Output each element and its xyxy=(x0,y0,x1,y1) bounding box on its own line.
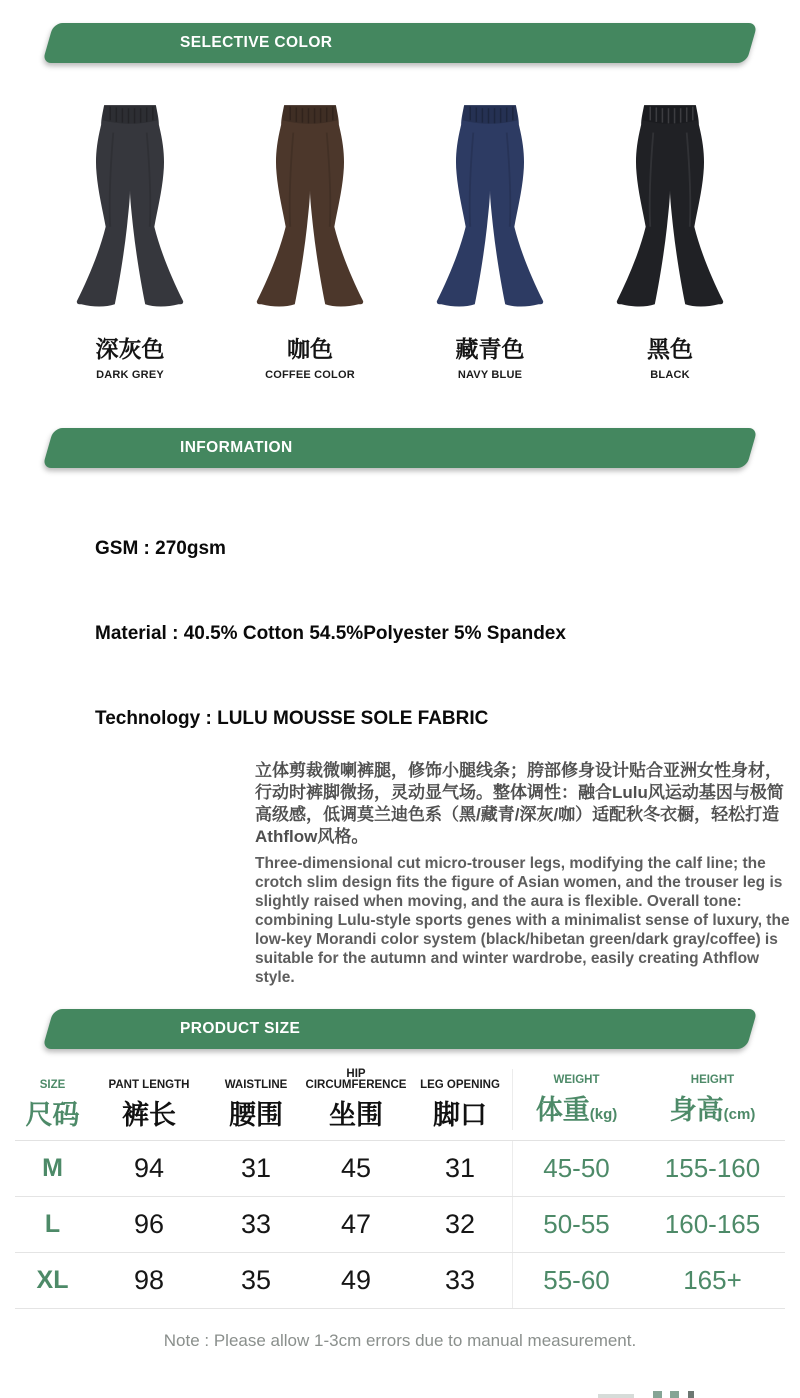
cell-hip: 47 xyxy=(340,1209,372,1239)
header-pant-length xyxy=(90,1069,208,1130)
product-size-banner xyxy=(42,1009,757,1049)
information-banner-label: INFORMATION xyxy=(180,439,293,456)
header-pant-length-en: PANT LENGTH xyxy=(108,1079,190,1091)
table-row-l xyxy=(15,1197,785,1253)
product-description xyxy=(255,760,795,987)
pants-image-dark-grey xyxy=(54,93,206,321)
description-en: Three-dimensional cut micro-trouser legs, modifying the calf line; the crotch slim design fits the figure of Asian women, and the trouser leg is slightly raised when moving, and the aura is flexible. Overall tone: combining Lulu-style sports genes with a minimalist sense of luxury, the low-key Morandi color system (black/hibetan green/dark gray/coffee) is suitable for the autumn and winter wardrobe, easily creating Athflow style. xyxy=(255,855,790,986)
cell-hip: 45 xyxy=(340,1153,372,1183)
header-weight-zh xyxy=(536,1095,618,1130)
header-hip-en xyxy=(306,1069,407,1091)
technology-line: Technology : LULU MOUSSE SOLE FABRIC xyxy=(95,708,489,729)
header-weight-unit: (kg) xyxy=(589,1106,618,1123)
cell-waistline: 31 xyxy=(240,1153,272,1183)
cutoff-bar xyxy=(598,1394,634,1398)
cutoff-glyph xyxy=(653,1391,662,1398)
color-swatch-row xyxy=(40,93,760,381)
pant-silhouette xyxy=(77,105,183,306)
swatch-name-en: NAVY BLUE xyxy=(457,369,523,381)
cell-leg-opening: 33 xyxy=(444,1265,476,1295)
selective-color-banner xyxy=(42,23,757,63)
cell-weight: 55-60 xyxy=(512,1253,640,1308)
header-waistline-en: WAISTLINE xyxy=(224,1079,288,1091)
measurement-note: Note : Please allow 1-3cm errors due to manual measurement. xyxy=(163,1331,637,1350)
header-leg-opening xyxy=(408,1069,512,1130)
selective-color-banner-label: SELECTIVE COLOR xyxy=(180,34,333,51)
cell-pant-length: 98 xyxy=(133,1265,165,1295)
header-leg-opening-en: LEG OPENING xyxy=(420,1079,500,1091)
cell-size: L xyxy=(44,1210,61,1238)
header-height-zh xyxy=(670,1095,756,1130)
pants-image-navy-blue xyxy=(414,93,566,321)
pant-silhouette xyxy=(257,105,363,306)
information-banner xyxy=(42,428,757,468)
pants-image-coffee xyxy=(234,93,386,321)
cutoff-glyph xyxy=(688,1391,694,1398)
table-row-xl xyxy=(15,1253,785,1309)
swatch-name-en: DARK GREY xyxy=(96,369,164,381)
swatch-coffee xyxy=(220,93,400,381)
swatch-dark-grey xyxy=(40,93,220,381)
header-weight-en: WEIGHT xyxy=(553,1074,600,1086)
header-leg-opening-zh: 脚口 xyxy=(433,1100,487,1130)
size-table xyxy=(15,1061,785,1309)
cell-waistline: 35 xyxy=(240,1265,272,1295)
pant-silhouette xyxy=(617,105,723,306)
material-line: Material : 40.5% Cotton 54.5%Polyester 5% Spandex xyxy=(95,623,566,644)
cell-waistline: 33 xyxy=(240,1209,272,1239)
swatch-name-zh: 咖色 xyxy=(287,336,333,362)
swatch-name-zh: 黑色 xyxy=(647,336,693,362)
product-detail-page xyxy=(0,23,800,1398)
header-hip-line2: CIRCUMFERENCE xyxy=(305,1079,407,1091)
header-weight-zh-text: 体重 xyxy=(535,1095,590,1125)
header-height xyxy=(640,1069,785,1130)
header-size xyxy=(15,1069,90,1130)
swatch-name-en: COFFEE COLOR xyxy=(265,369,355,381)
cell-size: M xyxy=(42,1154,63,1182)
header-height-zh-text: 身高 xyxy=(669,1095,724,1125)
header-waistline xyxy=(208,1069,304,1130)
pant-silhouette xyxy=(437,105,543,306)
header-waistline-zh: 腰围 xyxy=(229,1100,283,1130)
swatch-navy-blue xyxy=(400,93,580,381)
cell-leg-opening: 32 xyxy=(444,1209,476,1239)
swatch-name-en: BLACK xyxy=(650,369,690,381)
cell-pant-length: 94 xyxy=(133,1153,165,1183)
product-size-banner-label: PRODUCT SIZE xyxy=(180,1020,301,1037)
bottom-cutoff-fragment xyxy=(598,1391,798,1398)
gsm-line: GSM : 270gsm xyxy=(95,538,226,559)
fabric-info xyxy=(0,538,800,730)
swatch-name-zh: 深灰色 xyxy=(95,336,165,362)
cell-weight: 45-50 xyxy=(512,1141,640,1196)
header-size-en: SIZE xyxy=(39,1079,66,1091)
swatch-black xyxy=(580,93,760,381)
cell-height: 160-165 xyxy=(664,1209,761,1239)
description-zh: 立体剪裁微喇裤腿，修饰小腿线条；胯部修身设计贴合亚洲女性身材，行动时裤脚微扬，灵动显气场。整体调性：融合Lulu风运动基因与极简高级感，低调莫兰迪色系（黑/藏青/深灰/咖）适配秋冬衣橱，轻松打造Athflow风格。 xyxy=(255,761,784,846)
swatch-name-zh: 藏青色 xyxy=(455,336,525,362)
cell-height: 165+ xyxy=(683,1265,742,1295)
header-size-zh: 尺码 xyxy=(25,1100,80,1130)
pants-image-black xyxy=(594,93,746,321)
header-height-unit: (cm) xyxy=(723,1106,756,1123)
cell-weight: 50-55 xyxy=(512,1197,640,1252)
header-hip-circumference xyxy=(304,1069,408,1130)
header-pant-length-zh: 裤长 xyxy=(122,1100,176,1130)
cell-height: 155-160 xyxy=(664,1153,761,1183)
cell-leg-opening: 31 xyxy=(444,1153,476,1183)
cell-hip: 49 xyxy=(340,1265,372,1295)
header-height-en: HEIGHT xyxy=(690,1074,735,1086)
size-table-header xyxy=(15,1061,785,1141)
header-weight xyxy=(512,1069,640,1130)
header-hip-zh: 坐围 xyxy=(329,1100,383,1130)
cutoff-glyph xyxy=(670,1391,679,1398)
header-hip-line1: HIP xyxy=(346,1068,366,1080)
cell-pant-length: 96 xyxy=(133,1209,165,1239)
table-row-m xyxy=(15,1141,785,1197)
cell-size: XL xyxy=(36,1266,69,1294)
